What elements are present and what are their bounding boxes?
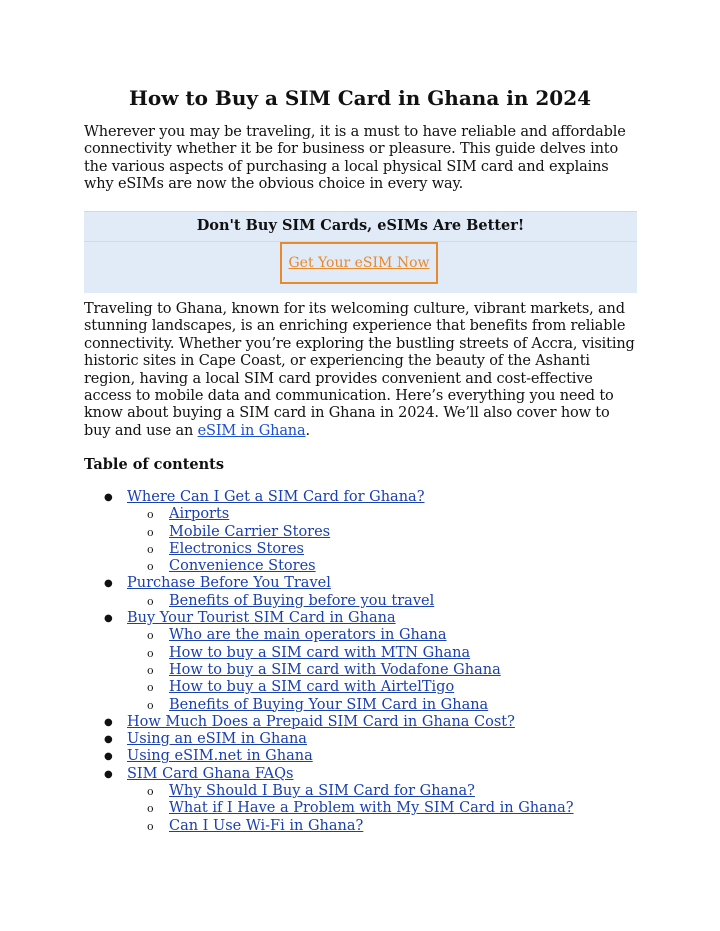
toc-link[interactable]: Benefits of Buying Your SIM Card in Ghana xyxy=(169,696,489,713)
toc-item xyxy=(0,818,720,835)
toc-item xyxy=(0,697,720,714)
bullet-circle-icon: o xyxy=(147,560,154,574)
toc-link[interactable]: Benefits of Buying before you travel xyxy=(169,592,435,609)
bullet-circle-icon: o xyxy=(147,508,154,522)
toc-link[interactable]: Using an eSIM in Ghana xyxy=(127,731,307,748)
toc-link[interactable]: SIM Card Ghana FAQs xyxy=(127,765,294,782)
body-text: Traveling to Ghana, known for its welcoming culture, vibrant markets, and stunning landscapes, is an enriching experience that benefits from reliable connectivity. Whether you’re exploring the bustling streets of Accra, visiting historic sites in Cape Coast, or experiencing the beauty of the Ashanti region, having a local SIM card provides convenient and cost-effective access to mobile data and communication. Here’s everything you need to know about buying a SIM card in Ghana in 2024. We’ll also cover how to buy and use an xyxy=(84,301,635,439)
toc-link[interactable]: Why Should I Buy a SIM Card for Ghana? xyxy=(169,783,475,800)
banner-heading: Don't Buy SIM Cards, eSIMs Are Better! xyxy=(196,217,525,234)
table-of-contents xyxy=(0,489,720,835)
toc-link[interactable]: Can I Use Wi-Fi in Ghana? xyxy=(169,817,364,834)
toc-link[interactable]: How to buy a SIM card with AirtelTigo xyxy=(169,679,455,696)
intro-paragraph: Wherever you may be traveling, it is a must to have reliable and affordable connectivity whether it be for business or pleasure. This guide delves into the various aspects of purchasing a local physical SIM card and explains why eSIMs are now the obvious choice in every way. xyxy=(84,124,626,193)
bullet-circle-icon: o xyxy=(147,646,154,660)
esim-promo-banner xyxy=(84,211,637,293)
bullet-disc-icon: ● xyxy=(104,768,113,780)
toc-item xyxy=(0,541,720,558)
page-title: How to Buy a SIM Card in Ghana in 2024 xyxy=(128,86,592,110)
bullet-circle-icon: o xyxy=(147,785,154,799)
body-paragraph xyxy=(84,301,636,440)
toc-item xyxy=(0,610,720,627)
bullet-circle-icon: o xyxy=(147,802,154,816)
toc-item xyxy=(0,506,720,523)
toc-item xyxy=(0,575,720,592)
toc-item xyxy=(0,766,720,783)
toc-item xyxy=(0,679,720,696)
toc-item xyxy=(0,783,720,800)
toc-item xyxy=(0,558,720,575)
toc-item xyxy=(0,593,720,610)
body-text-end: . xyxy=(305,422,310,439)
toc-item xyxy=(0,731,720,748)
toc-link[interactable]: What if I Have a Problem with My SIM Card in Ghana? xyxy=(169,800,574,817)
bullet-circle-icon: o xyxy=(147,629,154,643)
toc-link[interactable]: Electronics Stores xyxy=(169,540,305,557)
get-esim-button[interactable] xyxy=(280,242,438,284)
toc-item xyxy=(0,627,720,644)
toc-link[interactable]: Where Can I Get a SIM Card for Ghana? xyxy=(127,489,425,505)
bullet-circle-icon: o xyxy=(147,681,154,695)
toc-link[interactable]: Buy Your Tourist SIM Card in Ghana xyxy=(127,610,396,627)
bullet-disc-icon: ● xyxy=(104,578,113,590)
toc-link[interactable]: Mobile Carrier Stores xyxy=(169,523,331,540)
toc-item xyxy=(0,489,720,506)
toc-link[interactable]: Convenience Stores xyxy=(169,558,316,575)
bullet-disc-icon: ● xyxy=(104,734,113,746)
esim-ghana-link[interactable]: eSIM in Ghana xyxy=(197,422,306,439)
toc-item xyxy=(0,714,720,731)
get-esim-link[interactable]: Get Your eSIM Now xyxy=(288,255,430,271)
toc-link[interactable]: How to buy a SIM card with MTN Ghana xyxy=(169,644,471,661)
bullet-circle-icon: o xyxy=(147,542,154,556)
bullet-circle-icon: o xyxy=(147,819,154,833)
bullet-disc-icon: ● xyxy=(104,716,113,728)
bullet-circle-icon: o xyxy=(147,663,154,677)
toc-title: Table of contents xyxy=(84,456,225,473)
toc-item xyxy=(0,800,720,817)
toc-link[interactable]: Using eSIM.net in Ghana xyxy=(127,748,313,765)
bullet-circle-icon: o xyxy=(147,525,154,539)
toc-item xyxy=(0,645,720,662)
toc-link[interactable]: Who are the main operators in Ghana xyxy=(169,627,447,644)
toc-item xyxy=(0,748,720,765)
toc-link[interactable]: How Much Does a Prepaid SIM Card in Ghana Cost? xyxy=(127,713,515,730)
toc-link[interactable]: Airports xyxy=(169,506,230,523)
bullet-circle-icon: o xyxy=(147,594,154,608)
toc-item xyxy=(0,662,720,679)
toc-link[interactable]: Purchase Before You Travel xyxy=(127,575,331,592)
bullet-circle-icon: o xyxy=(147,698,154,712)
bullet-disc-icon: ● xyxy=(104,751,113,763)
toc-link[interactable]: How to buy a SIM card with Vodafone Ghana xyxy=(169,661,501,678)
toc-item xyxy=(0,524,720,541)
bullet-disc-icon: ● xyxy=(104,613,113,625)
bullet-disc-icon: ● xyxy=(104,492,113,503)
